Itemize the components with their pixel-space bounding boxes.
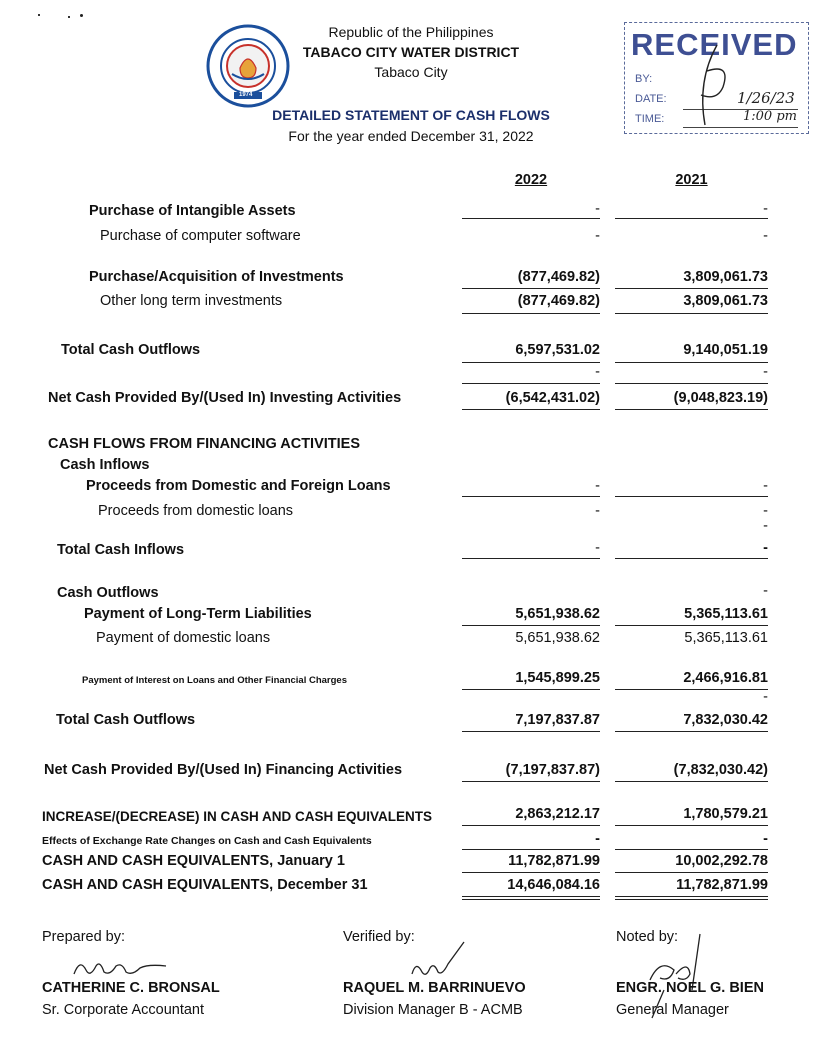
row-label: Payment of Interest on Loans and Other Financial Charges [82, 675, 347, 686]
scan-speck [38, 14, 40, 16]
rule [462, 825, 600, 826]
value-2021: 9,140,051.19 [683, 342, 768, 358]
value-2022: (877,469.82) [517, 293, 600, 309]
row-label: Purchase of computer software [100, 228, 301, 244]
section-heading: CASH FLOWS FROM FINANCING ACTIVITIES [48, 436, 361, 452]
rule [615, 218, 768, 219]
value-2021: - [763, 831, 768, 847]
row-label: Payment of Long-Term Liabilities [84, 606, 312, 622]
rule [462, 849, 600, 850]
row-label: Proceeds from domestic loans [98, 503, 294, 519]
value-2022: 14,646,084.16 [507, 877, 600, 893]
row-label: Payment of domestic loans [96, 630, 271, 646]
double-rule [615, 899, 768, 900]
double-rule [615, 896, 768, 897]
rule [462, 872, 600, 873]
row-label: Proceeds from Domestic and Foreign Loans [86, 478, 391, 494]
value-2022: (877,469.82) [517, 269, 600, 285]
rule [462, 731, 600, 732]
double-rule [462, 899, 600, 900]
row-label: Total Cash Inflows [57, 542, 185, 558]
column-header-2021: 2021 [675, 172, 708, 188]
value-2022: - [595, 503, 600, 519]
value-2021: - [763, 518, 768, 534]
rule [462, 409, 600, 410]
row-label: Effects of Exchange Rate Changes on Cash and Cash Equivalents [42, 835, 372, 847]
row-label: Purchase/Acquisition of Investments [89, 269, 344, 285]
value-2021: - [763, 228, 768, 244]
value-2021: 2,466,916.81 [683, 670, 768, 686]
value-2022: (6,542,431.02) [505, 390, 600, 406]
row-label: Cash Inflows [60, 457, 150, 473]
row-label: CASH AND CASH EQUIVALENTS, January 1 [42, 853, 345, 869]
value-2022: 11,782,871.99 [508, 853, 600, 869]
value-2021: - [763, 503, 768, 519]
value-2021: 7,832,030.42 [683, 712, 768, 728]
stamp-date-label: DATE: [635, 93, 667, 105]
noted-by-label: Noted by: [616, 929, 679, 945]
rule [462, 689, 600, 690]
rule [615, 781, 768, 782]
value-2021: (9,048,823.19) [673, 390, 768, 406]
rule [615, 496, 768, 497]
noter-name: ENGR. NOEL G. BIEN [616, 980, 764, 996]
signature-bronsal [70, 956, 170, 982]
row-label: Net Cash Provided By/(Used In) Financing Activities [44, 762, 403, 778]
value-2022: - [595, 228, 600, 244]
value-2021: - [763, 364, 768, 380]
value-2022: - [595, 540, 600, 556]
stamp-time-value: 1:00 pm [743, 109, 797, 124]
value-2022: - [595, 364, 600, 380]
scan-speck [68, 16, 70, 18]
rule [462, 218, 600, 219]
verifier-name: RAQUEL M. BARRINUEVO [343, 980, 526, 996]
rule [615, 872, 768, 873]
prepared-by-label: Prepared by: [42, 929, 126, 945]
row-label: Total Cash Outflows [56, 712, 196, 728]
row-label: Purchase of Intangible Assets [89, 203, 296, 219]
signature-barrinuevo [408, 940, 468, 984]
rule [462, 496, 600, 497]
rule [462, 558, 600, 559]
value-2021: - [763, 583, 768, 599]
rule [615, 825, 768, 826]
value-2021: 3,809,061.73 [683, 293, 768, 309]
value-2021: (7,832,030.42) [673, 762, 768, 778]
value-2022: 6,597,531.02 [515, 342, 600, 358]
rule [462, 781, 600, 782]
value-2021: 5,365,113.61 [684, 630, 768, 646]
statement-period: For the year ended December 31, 2022 [288, 128, 534, 144]
rule [615, 849, 768, 850]
rule [462, 383, 600, 384]
rule [615, 409, 768, 410]
verified-by-label: Verified by: [343, 929, 415, 945]
value-2022: - [595, 478, 600, 494]
stamp-initials-scribble [687, 41, 737, 129]
value-2021: 1,780,579.21 [683, 806, 768, 822]
rule [462, 288, 600, 289]
value-2022: (7,197,837.87) [505, 762, 600, 778]
preparer-title: Sr. Corporate Accountant [42, 1002, 205, 1018]
value-2021: 5,365,113.61 [684, 606, 768, 622]
preparer-name: CATHERINE C. BRONSAL [42, 980, 220, 996]
value-2021: - [763, 689, 768, 705]
stamp-time-label: TIME: [635, 113, 665, 125]
rule [615, 383, 768, 384]
rule [615, 625, 768, 626]
rule [615, 362, 768, 363]
noter-title: General Manager [616, 1002, 729, 1018]
rule [615, 731, 768, 732]
row-label: Net Cash Provided By/(Used In) Investing Activities [48, 390, 402, 406]
statement-title: DETAILED STATEMENT OF CASH FLOWS [272, 107, 550, 123]
value-2021: 3,809,061.73 [683, 269, 768, 285]
stamp-date-value: 1/26/23 [737, 89, 795, 107]
rule [462, 625, 600, 626]
value-2022: 7,197,837.87 [515, 712, 600, 728]
row-label: Other long term investments [100, 293, 283, 309]
stamp-by-label: BY: [635, 73, 653, 85]
value-2022: 2,863,212.17 [515, 806, 600, 822]
value-2021: - [763, 201, 768, 217]
row-label: CASH AND CASH EQUIVALENTS, December 31 [42, 877, 368, 893]
scan-speck [80, 14, 83, 17]
logo-year: 1974 [239, 92, 253, 98]
city-line: Tabaco City [374, 64, 448, 80]
row-label: INCREASE/(DECREASE) IN CASH AND CASH EQUIVALENTS [42, 809, 433, 824]
rule [615, 558, 768, 559]
value-2021: - [763, 478, 768, 494]
value-2021: 10,002,292.78 [675, 853, 768, 869]
received-stamp [624, 22, 809, 134]
rule [462, 362, 600, 363]
rule [615, 313, 768, 314]
value-2022: 5,651,938.62 [515, 630, 600, 646]
value-2022: 5,651,938.62 [515, 606, 600, 622]
column-header-2022: 2022 [514, 172, 548, 188]
rule [462, 313, 600, 314]
rule [615, 288, 768, 289]
value-2021: 11,782,871.99 [676, 877, 768, 893]
agency-name: TABACO CITY WATER DISTRICT [302, 44, 520, 60]
verifier-title: Division Manager B - ACMB [343, 1002, 523, 1018]
double-rule [462, 896, 600, 897]
value-2022: - [595, 831, 600, 847]
republic-line: Republic of the Philippines [328, 24, 494, 40]
value-2021: - [763, 540, 768, 556]
stamp-title: RECEIVED [631, 27, 798, 62]
row-label: Total Cash Outflows [61, 342, 201, 358]
value-2022: 1,545,899.25 [515, 670, 600, 686]
row-label: Cash Outflows [57, 585, 159, 601]
value-2022: - [595, 201, 600, 217]
